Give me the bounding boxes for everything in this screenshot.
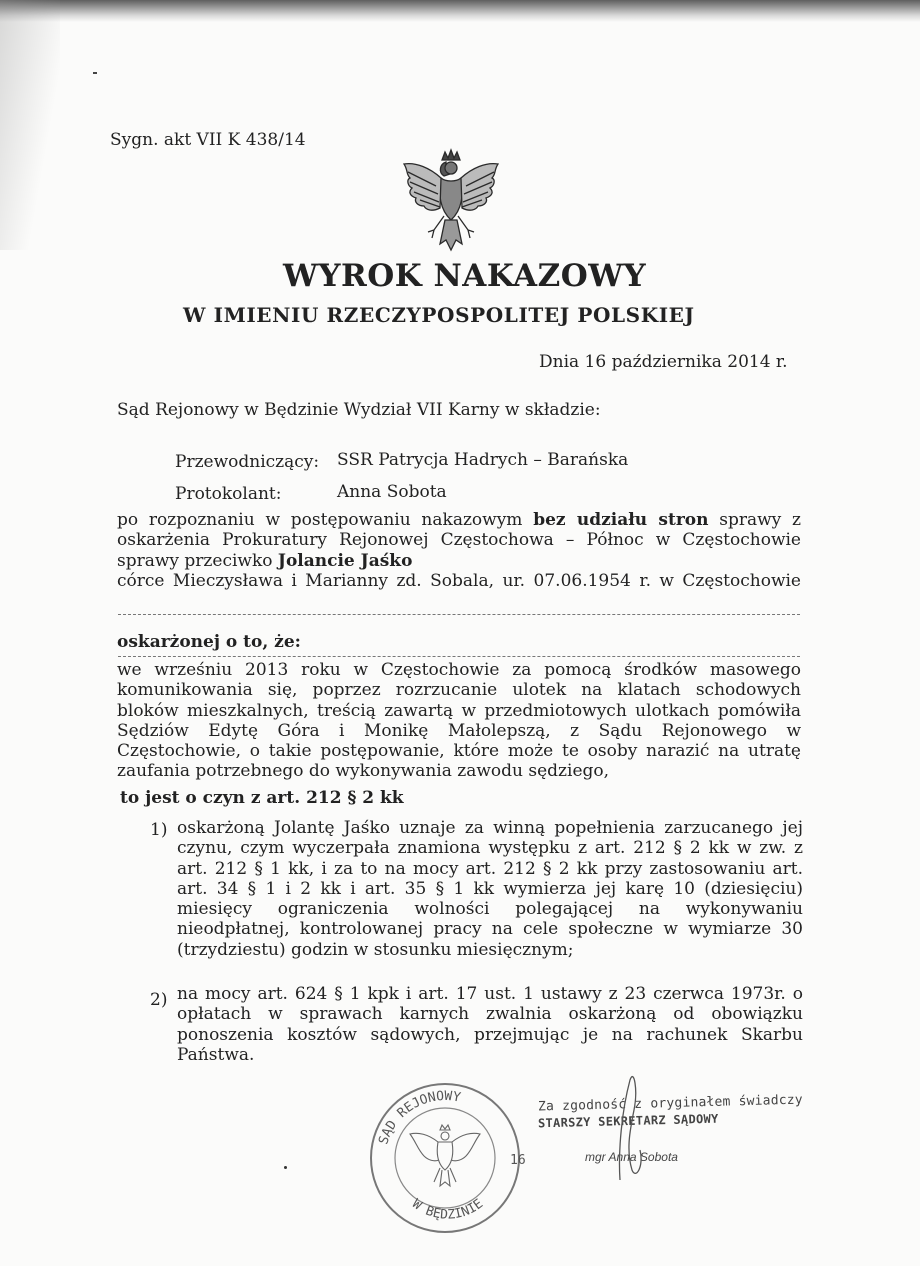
- stamp-eagle-icon: [410, 1125, 480, 1186]
- item-1-text: [177, 818, 803, 960]
- scan-edge-shadow: [0, 0, 60, 250]
- signature-icon: [600, 1070, 660, 1190]
- court-composition: Sąd Rejonowy w Będzinie Wydział VII Karny w składzie:: [117, 400, 601, 420]
- item-1-line: art. 212 § 1 kk, i za to na mocy art. 212 § 2 kk przy zastosowaniu art.: [177, 858, 803, 879]
- document-title: WYROK NAKAZOWY: [283, 258, 647, 294]
- charge-line: zaufania potrzebnego do wykonywania zawodu sędziego,: [117, 761, 610, 782]
- polish-eagle-emblem-icon: [400, 146, 502, 258]
- case-reference: Sygn. akt VII K 438/14: [110, 130, 306, 150]
- chair-label: Przewodniczący:: [175, 452, 320, 472]
- item-2-line: na mocy art. 624 § 1 kpk i art. 17 ust. 1 ustawy z 23 czerwca 1973r. o: [177, 984, 803, 1004]
- item-2-text: [177, 984, 803, 1065]
- court-seal-stamp-icon: [360, 1070, 530, 1240]
- divider: [118, 614, 800, 615]
- proceedings-intro: [117, 510, 801, 591]
- charge-line: bloków mieszkalnych, treścią zawartą w przedmiotowych ulotkach pomówiła: [117, 700, 801, 721]
- judgment-date: Dnia 16 października 2014 r.: [539, 352, 788, 372]
- intro-line-2: oskarżenia Prokuratury Rejonowej Częstochowa – Północ w Częstochowie: [117, 530, 801, 551]
- certification-line-1: Za zgodność z oryginałem świadczy: [537, 1092, 804, 1115]
- scan-shadow: [0, 0, 920, 22]
- item-2-number: 2): [150, 990, 168, 1010]
- certification-line-2: STARSZY SEKRETARZ SĄDOWY: [537, 1111, 719, 1131]
- without-parties: bez udziału stron: [533, 510, 709, 530]
- charge-heading: oskarżonej o to, że:: [117, 632, 301, 652]
- chair-value: SSR Patrycja Hadrych – Barańska: [337, 450, 629, 470]
- certification-name: mgr Anna Sobota: [585, 1150, 678, 1164]
- item-2-line: ponoszenia kosztów sądowych, przejmując je na rachunek Skarbu: [177, 1024, 803, 1045]
- intro-line-4: córce Mieczysława i Marianny zd. Sobala, ur. 07.06.1954 r. w Częstochowie: [117, 570, 801, 591]
- scan-speck: [93, 72, 97, 74]
- defendant-name: Jolancie Jaśko: [277, 550, 413, 571]
- item-2-line: opłatach w sprawach karnych zwalnia oskarżoną od obowiązku: [177, 1004, 803, 1025]
- charge-line: Częstochowie, o takie postępowanie, które może te osoby narazić na utratę: [117, 741, 801, 762]
- item-1-line: art. 34 § 1 i 2 kk i art. 35 § 1 kk wymierza jej karę 10 (dziesięciu): [177, 878, 803, 899]
- item-1-line: nieodpłatnej, kontrolowanej pracy na cele społeczne w wymiarze 30: [177, 919, 803, 940]
- stamp-number: 16: [510, 1153, 526, 1168]
- intro-line-1: po rozpoznaniu w postępowaniu nakazowym bez udziału stron sprawy z: [117, 510, 802, 530]
- clerk-value: Anna Sobota: [337, 482, 447, 502]
- item-1-line: (trzydziestu) godzin w stosunku miesięcznym;: [177, 939, 574, 960]
- item-1-line: oskarżoną Jolantę Jaśko uznaje za winną popełnienia zarzucanego jej: [177, 818, 803, 838]
- document-subtitle: W IMIENIU RZECZYPOSPOLITEJ POLSKIEJ: [183, 303, 695, 327]
- item-1-line: czynu, czym wyczerpała znamiona występku z art. 212 § 2 kk w zw. z: [177, 838, 803, 859]
- item-1-line: miesięcy ograniczenia wolności polegającej na wykonywaniu: [177, 899, 803, 920]
- intro-line-3: sprawy przeciwko Jolancie Jaśko: [117, 550, 413, 571]
- scan-speck: [284, 1166, 287, 1169]
- item-2-line: Państwa.: [177, 1044, 255, 1065]
- clerk-label: Protokolant:: [175, 484, 282, 504]
- divider: [118, 656, 800, 657]
- charge-line: we wrześniu 2013 roku w Częstochowie za pomocą środków masowego: [117, 660, 801, 680]
- stamp-top-text: SĄD REJONOWY: [376, 1088, 462, 1147]
- item-1-number: 1): [150, 820, 168, 840]
- charge-article: to jest o czyn z art. 212 § 2 kk: [120, 788, 404, 808]
- charge-line: komunikowania się, poprzez rozrzucanie ulotek na klatach schodowych: [117, 680, 801, 701]
- charge-line: Sędziów Edytę Góra i Monikę Małolepszą, z Sądu Rejonowego w: [117, 720, 801, 741]
- charge-description: [117, 660, 801, 782]
- stamp-bottom-text: W BĘDZINIE: [409, 1196, 487, 1223]
